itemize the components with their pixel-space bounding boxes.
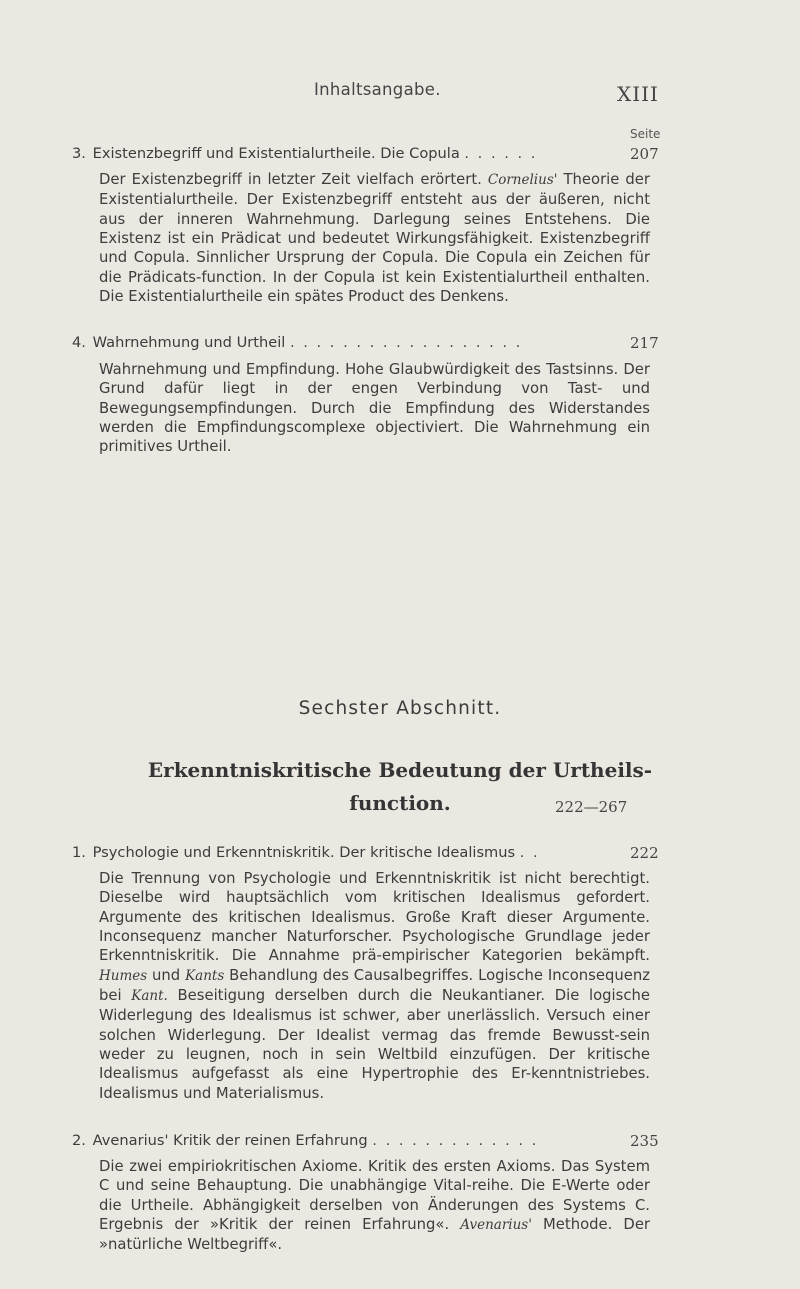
toc-entry-heading — [72, 334, 672, 351]
entry-number: 3. — [72, 145, 86, 162]
page-column-label: Seite — [630, 127, 661, 141]
running-header-title: Inhaltsangabe. — [314, 80, 441, 99]
toc-entry-heading — [72, 1132, 672, 1149]
entry-summary: Wahrnehmung und Empfindung. Hohe Glaubwürdigkeit des Tastsinns. Der Grund dafür liegt in der engen Verbindung von Tast- und Bewegungsempfindungen. Durch die Empfindung des Widerstandes werden die Empfindungscomplexe objectiviert. Die Wahrnehmung ein primitives Urtheil. — [99, 361, 650, 456]
page-number-roman: XIII — [617, 82, 659, 106]
entry-title: Existenzbegriff und Existentialurtheile. Die Copula — [92, 145, 460, 162]
entry-title: Wahrnehmung und Urtheil — [92, 334, 286, 351]
entry-page-number: 235 — [630, 1132, 659, 1150]
leader-dots: . . — [519, 844, 540, 861]
toc-entry-heading — [72, 145, 672, 162]
toc-entry-heading — [72, 844, 672, 861]
section-title-continued: function. — [349, 791, 451, 815]
entry-page-number: 217 — [630, 334, 659, 352]
leader-dots: . . . . . . . . . . . . . . . . . . — [289, 334, 523, 351]
entry-page-number: 222 — [630, 844, 659, 862]
entry-number: 1. — [72, 844, 86, 861]
entry-title: Avenarius' Kritik der reinen Erfahrung — [92, 1132, 368, 1149]
leader-dots: . . . . . . . . . . . . . — [372, 1132, 539, 1149]
section-title: Erkenntniskritische Bedeutung der Urtheils- — [147, 758, 653, 782]
entry-summary: Die zwei empiriokritischen Axiome. Kritik des ersten Axioms. Das System C und seine Behauptung. Die unabhängige Vital-reihe. Die E-Werte oder die Urtheile. Abhängigkeit derselben von Änderungen des Systems C. Ergebnis der »Kritik der reinen Erfahrung«. Avenarius' Methode. Der »natürliche Weltbegriff«. — [99, 1158, 651, 1254]
entry-summary: Der Existenzbegriff in letzter Zeit vielfach erörtert. Cornelius' Theorie der Existentialurtheile. Der Existenzbegriff entsteht aus der äußeren, nicht aus der inneren Wahrnehmung. Darlegung seines Entstehens. Die Existenz ist ein Prädicat und bedeutet Wirkungsfähigkeit. Existenzbegriff und Copula. Sinnlicher Ursprung der Copula. Die Copula ein Zeichen für die Prädicats-function. In der Copula ist kein Existentialurtheil enthalten. Die Existentialurtheile ein spätes Product des Denkens. — [99, 171, 650, 306]
section-page-range: 222—267 — [555, 798, 628, 816]
section-heading: Sechster Abschnitt. — [298, 698, 502, 719]
entry-number: 4. — [72, 334, 86, 351]
leader-dots: . . . . . . — [464, 145, 538, 162]
entry-number: 2. — [72, 1132, 86, 1149]
entry-summary: Die Trennung von Psychologie und Erkenntniskritik ist nicht berechtigt. Dieselbe wird hauptsächlich vom kritischen Idealismus gefordert. Argumente des kritischen Idealismus. Große Kraft dieser Argumente. Inconsequenz mancher Naturforscher. Psychologische Grundlage jeder Erkenntniskritik. Die Annahme prä-empirischer Kategorien bekämpft. Humes und Kants Behandlung des Causalbegriffes. Logische Inconsequenz bei Kant. Beseitigung derselben durch die Neukantianer. Die logische Widerlegung des Idealismus ist schwer, aber unerlässlich. Versuch einer solchen Widerlegung. Der Idealist vermag das fremde Bewusst-sein weder zu leugnen, noch in sein Weltbild einzufügen. Der kritische Idealismus aufgefasst als eine Hypertrophie des Er-kenntnistriebes. Idealismus und Materialismus. — [99, 870, 650, 1102]
entry-title: Psychologie und Erkenntniskritik. Der kritische Idealismus — [92, 844, 516, 861]
entry-page-number: 207 — [630, 145, 659, 163]
